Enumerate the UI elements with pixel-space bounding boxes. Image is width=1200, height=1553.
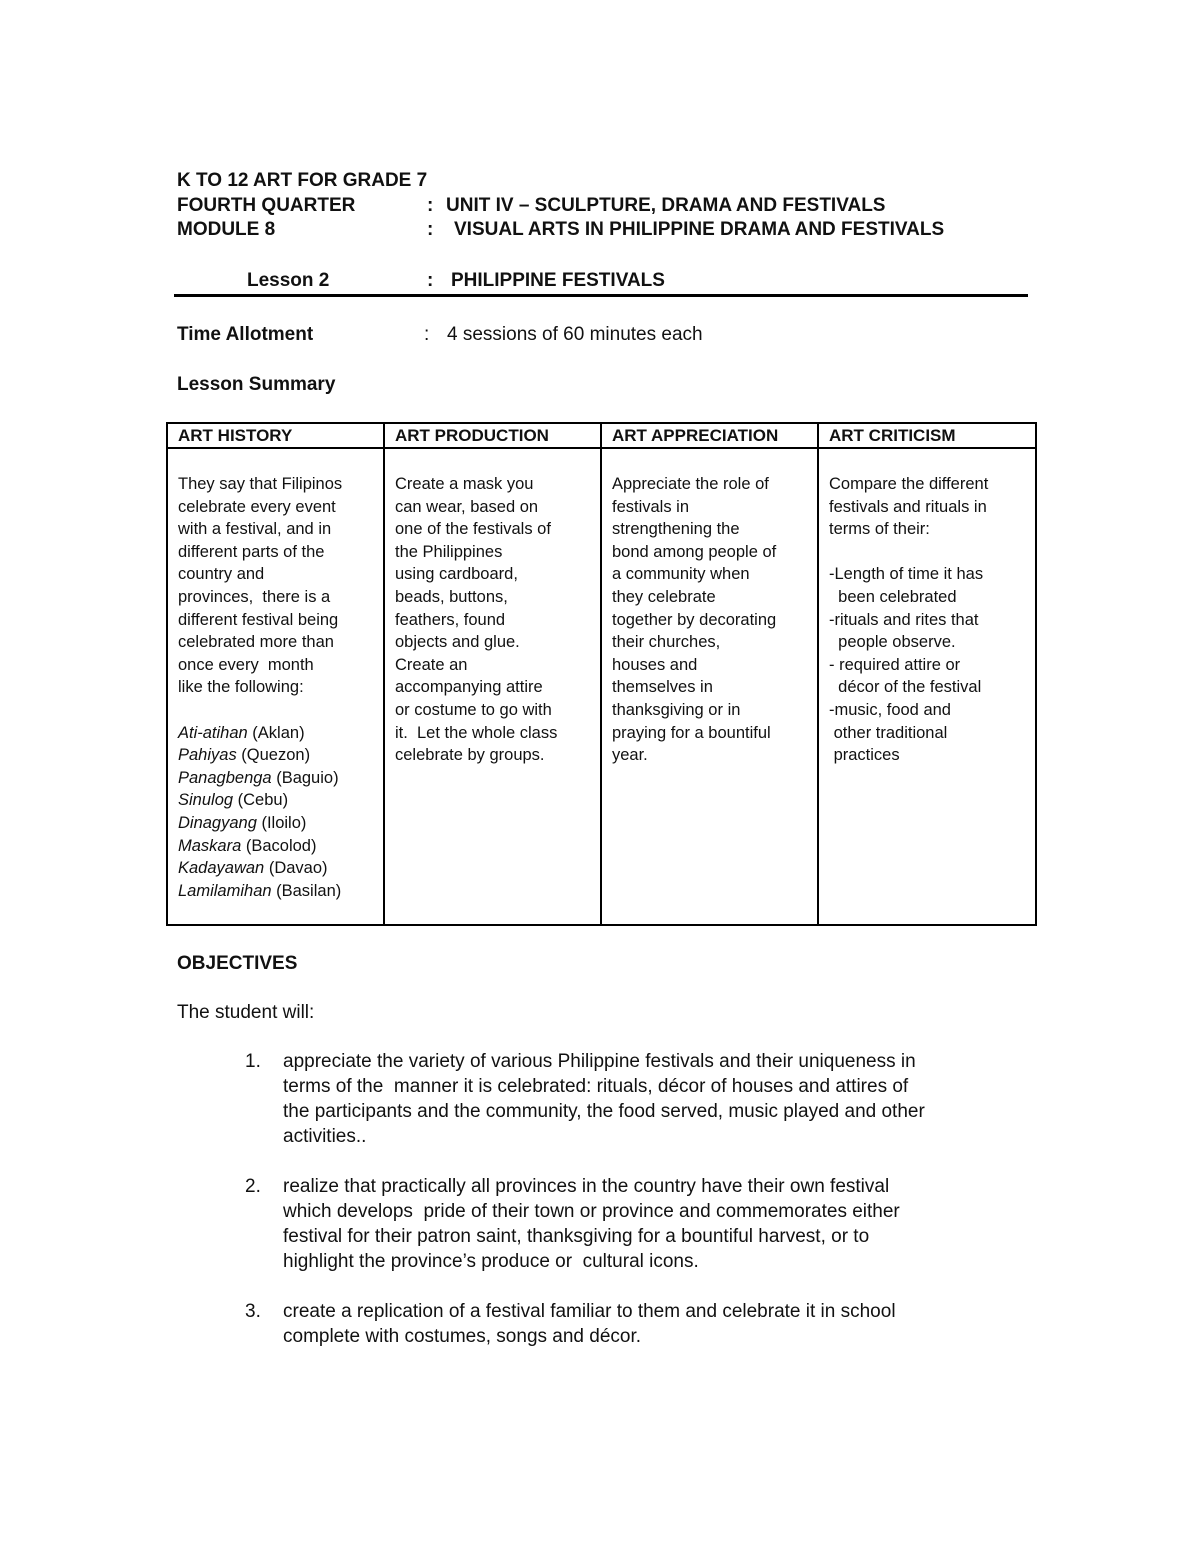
header-art-history: ART HISTORY [167,423,384,448]
objectives-intro: The student will: [177,1002,315,1023]
objectives-list [245,1049,1045,1374]
lesson-summary-table [166,422,1037,926]
festival-item [178,789,375,812]
art-production-line: the Philippines [395,542,503,561]
header-art-production: ART PRODUCTION [384,423,601,448]
lesson-summary-title: Lesson Summary [177,374,336,395]
festival-place: (Cebu) [233,791,289,810]
quarter-label: FOURTH QUARTER [177,195,356,216]
festival-item [178,857,375,880]
objective-text [283,1299,1045,1349]
art-criticism-line: -rituals and rites that [829,610,979,629]
art-criticism-line: festivals and rituals in [829,497,987,516]
quarter-value: UNIT IV – SCULPTURE, DRAMA AND FESTIVALS [446,195,886,216]
festival-place: (Iloilo) [256,813,307,832]
lesson-row [247,269,847,293]
festival-place: (Basilan) [271,881,342,900]
module-value: VISUAL ARTS IN PHILIPPINE DRAMA AND FESTIVALS [454,219,945,240]
art-criticism-line: people observe. [829,633,956,652]
art-production-line: beads, buttons, [395,587,508,606]
header-divider [174,294,1028,297]
art-production-line: it. Let the whole class [395,723,558,742]
art-appreciation-line: houses and [612,655,698,674]
art-history-line: like the following: [178,678,304,697]
objective-line: activities.. [283,1126,367,1147]
art-history-text [178,473,375,699]
lesson-label: Lesson 2 [247,270,330,291]
festival-name: Sinulog [178,791,234,810]
table-row [167,448,1036,925]
objective-line: create a replication of a festival familiar to them and celebrate it in school [283,1301,896,1322]
festival-name: Kadayawan [178,859,265,878]
art-production-line: or costume to go with [395,700,552,719]
festival-place: (Davao) [264,859,328,878]
art-appreciation-line: praying for a bountiful [612,723,771,742]
header-art-appreciation: ART APPRECIATION [601,423,818,448]
art-appreciation-line: bond among people of [612,542,777,561]
festival-name: Pahiyas [178,746,237,765]
art-appreciation-line: they celebrate [612,587,716,606]
festival-place: (Baguio) [271,768,339,787]
festival-item [178,722,375,745]
objective-line: terms of the manner it is celebrated: rituals, décor of houses and attires of [283,1076,909,1097]
art-history-line: different parts of the [178,542,325,561]
festival-place: (Quezon) [236,746,311,765]
festival-item [178,880,375,903]
festival-item [178,812,375,835]
festival-place: (Bacolod) [241,836,317,855]
art-production-line: accompanying attire [395,678,543,697]
art-history-line: provinces, there is a [178,587,331,606]
art-appreciation-text [612,473,809,767]
art-history-line: with a festival, and in [178,520,332,539]
art-appreciation-line: their churches, [612,633,721,652]
objective-line: appreciate the variety of various Philippine festivals and their uniqueness in [283,1051,916,1072]
lesson-colon: : [427,270,434,291]
objective-item [245,1299,1045,1349]
spacer [178,699,375,722]
art-appreciation-line: Appreciate the role of [612,475,769,493]
art-history-cell [167,448,384,925]
objective-line: which develops pride of their town or province and commemorates either [283,1201,900,1222]
objective-number: 2. [245,1176,261,1197]
art-history-line: celebrate every event [178,497,336,516]
objective-line: highlight the province’s produce or cultural icons. [283,1251,699,1272]
lesson-value: PHILIPPINE FESTIVALS [451,270,665,291]
objective-number: 3. [245,1301,261,1322]
art-criticism-line: practices [829,746,900,765]
art-criticism-line: -music, food and [829,700,951,719]
art-appreciation-line: a community when [612,565,750,584]
art-appreciation-line: year. [612,746,648,765]
art-appreciation-cell [601,448,818,925]
art-criticism-text [829,473,1027,767]
objective-text [283,1049,1045,1149]
time-allotment-label: Time Allotment [177,324,314,345]
quarter-colon: : [427,195,434,216]
art-criticism-line: other traditional [829,723,948,742]
art-production-line: one of the festivals of [395,520,551,539]
art-production-line: objects and glue. [395,633,520,652]
art-appreciation-line: festivals in [612,497,690,516]
art-appreciation-line: thanksgiving or in [612,700,741,719]
art-history-line: They say that Filipinos [178,475,343,493]
art-production-line: using cardboard, [395,565,518,584]
festival-list [178,722,375,903]
art-criticism-line: -Length of time it has [829,565,984,584]
module-row [177,218,1017,242]
art-production-line: feathers, found [395,610,506,629]
art-criticism-line [829,541,1027,564]
art-criticism-line: décor of the festival [829,678,982,697]
art-history-line: different festival being [178,610,339,629]
objective-line: the participants and the community, the food served, music played and other [283,1101,925,1122]
art-criticism-line: been celebrated [829,587,957,606]
art-production-line: Create an [395,655,468,674]
festival-place: (Aklan) [247,723,305,742]
objective-text [283,1174,1045,1274]
module-colon: : [427,219,434,240]
festival-name: Dinagyang [178,813,257,832]
header-art-criticism: ART CRITICISM [818,423,1036,448]
objective-item [245,1049,1045,1149]
objective-line: festival for their patron saint, thanksgiving for a bountiful harvest, or to [283,1226,870,1247]
table-header-row [167,423,1036,448]
art-appreciation-line: strengthening the [612,520,740,539]
art-criticism-line: - required attire or [829,655,961,674]
quarter-row [177,194,977,218]
art-appreciation-line: together by decorating [612,610,777,629]
festival-name: Maskara [178,836,242,855]
objective-line: complete with costumes, songs and décor. [283,1326,642,1347]
course-title-text: K TO 12 ART FOR GRADE 7 [177,170,428,191]
festival-name: Ati-atihan [178,723,248,742]
festival-name: Panagbenga [178,768,272,787]
art-production-line: celebrate by groups. [395,746,545,765]
art-criticism-line: Compare the different [829,475,989,493]
art-history-line: country and [178,565,265,584]
objective-item [245,1174,1045,1274]
festival-item [178,767,375,790]
art-production-line: Create a mask you [395,475,534,493]
objectives-title: OBJECTIVES [177,953,298,974]
art-production-cell [384,448,601,925]
art-criticism-line: terms of their: [829,520,930,539]
objective-number: 1. [245,1051,261,1072]
time-allotment-colon: : [424,324,430,345]
festival-name: Lamilamihan [178,881,272,900]
art-criticism-cell [818,448,1036,925]
objective-line: realize that practically all provinces in the country have their own festival [283,1176,890,1197]
art-history-line: celebrated more than [178,633,334,652]
festival-item [178,835,375,858]
art-appreciation-line: themselves in [612,678,713,697]
festival-item [178,744,375,767]
art-production-text [395,473,592,767]
time-allotment-value: 4 sessions of 60 minutes each [447,324,703,345]
module-label: MODULE 8 [177,219,276,240]
art-history-line: once every month [178,655,314,674]
time-allotment-row [177,323,777,347]
art-production-line: can wear, based on [395,497,539,516]
